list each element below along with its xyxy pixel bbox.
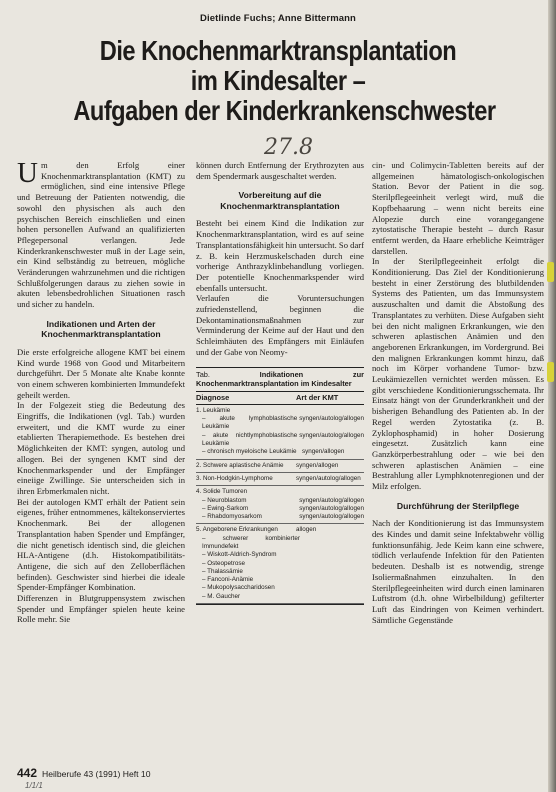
paragraph: In der Folgezeit stieg die Bedeutung des Eingriffs, die Indikationen (vgl. Tab.) wurden erweitert, und die KMT wurde zu einer etablierten Therapiemethode. Es bestehen drei Möglichkeiten der KMT: syngen, autolog und allogen. Bei der syngenen KMT sind der Knochenmarkspender und der Empfänger eineiige Zwillinge. Sie unterscheiden sich in ihren Erbmerkmalen nicht. <box>17 400 185 496</box>
paragraph: Nach der Konditionierung ist das Immunsystem des Kindes und damit seine Infektabwehr völlig funktionsunfähig. Jede Keim kann eine schwere, tödlich verlaufende Infektion für den Patienten bedeuten. Deshalb ist es notwendig, strenge Isoliermaßnahmen einzuhalten. In den Sterilpflegeeinheiten wird durch einen laminaren Luftstrom (d.h. ohne Wirbelbildung) gefilterter Luft das Eindringen von Keimen verhindert. Sämtliche Gegenstände <box>372 518 544 625</box>
table-cell-diagnose: – Osteopetrose <box>202 559 246 567</box>
column-2 <box>196 160 364 605</box>
table-cell-diagnose: 3. Non-Hodgkin-Lymphome <box>196 474 273 482</box>
table-row <box>196 551 364 559</box>
table-cell-kmt <box>302 568 364 576</box>
table-cell-kmt: syngen/autolog/allogen <box>299 415 364 423</box>
table-row <box>196 535 364 552</box>
table-cell-diagnose: – Neuroblastom <box>202 496 247 504</box>
table-cell-kmt: syngen/allogen <box>296 461 339 469</box>
table-cell-kmt <box>302 584 364 592</box>
table-title <box>196 368 364 392</box>
table-cell-kmt <box>296 488 364 496</box>
margin-scribble: 1/1/1 <box>25 781 43 790</box>
table-row <box>196 505 364 513</box>
table-header-row <box>196 392 364 405</box>
table-cell-diagnose: – akute nichtlymphoblastische Leukämie <box>202 431 298 448</box>
intro-text: m den Erfolg einer Knochenmarktransplantation (KMT) zu ermöglichen, sind eine intensive Pflege und Betreuung der Patienten notwendig, die sowohl den physischen als auch den psychischen Bereich einschließen und einen hohen personellen Aufwand an qualifizierten Pflegepersonal verlangen. Jede Kinderkrankenschwester muß in der Lage sein, ein Kind selbständig zu betreuen, mögliche Veränderungen wahrzunehmen und die richtigen Schlußfolgerungen daraus zu ziehen sowie in akuten lebensbedrohlichen Situationen rasch und sicher zu handeln. <box>17 160 185 310</box>
table-cell-kmt: allogen <box>296 526 317 534</box>
table-group <box>196 405 364 460</box>
table-cell-diagnose: – M. Gaucher <box>202 592 241 600</box>
table-group <box>196 524 364 604</box>
section-heading-indikationen: Indikationen und Arten der Knochenmarktransplantation <box>41 318 161 340</box>
table-cell-kmt <box>302 593 364 601</box>
page-footer <box>17 766 150 780</box>
table-body <box>196 405 364 604</box>
drop-cap: U <box>17 157 38 189</box>
table-cell-diagnose: 1. Leukämie <box>196 406 231 414</box>
table-label: Tab. <box>196 369 210 379</box>
article-title <box>73 35 496 126</box>
table-row <box>196 415 364 432</box>
column-1 <box>17 157 185 625</box>
table-title-text: Indikationen zur Knochenmarktransplantation im Kindesalter <box>196 369 364 388</box>
title-line-1: Die Knochenmarktransplantation <box>99 35 457 66</box>
table-cell-diagnose: 2. Schwere aplastische Anämie <box>196 461 284 469</box>
handwritten-note <box>258 130 388 164</box>
table-row <box>196 475 364 483</box>
paragraph: In der Sterilpflegeeinheit erfolgt die Konditionierung. Das Ziel der Konditionierung besteht in einer Zerstörung des blutbildenden Systems des Patienten, um das Immunsystem auszuschalten und damit die Abstoßung des Transplantates zu verhüten. Diese Aufgaben sieht bei den nicht malignen Erkrankungen, wie den schweren aplastischen Anämien und den angeborenen Erkrankungen, im Vordergrund. Bei den malignen Erkrankungen kommt hinzu, daß noch im Körper vorhandene Tumor- bzw. Leukämiezellen vernichtet werden müssen. Es gibt verschiedene Konditionierungsschemata. Ihr Einsatz hängt von der Grunderkrankheit und der bisherigen Behandlung des Patienten ab. In der Regel werden Zytostatika (z. B. Zyklophosphamid) in hoher Dosierung eingesetzt. Zusätzlich kann eine Ganzkörperbestrahlung oder – wie bei den schweren aplastischen Anämien – eine Bestrahlung aller Lymphknotenregionen und der Milz erfolgen. <box>372 256 544 492</box>
column-3 <box>372 160 544 625</box>
table-row <box>196 407 364 415</box>
paragraph: Verlaufen die Voruntersuchungen zufriedenstellend, beginnen die Dekontaminationsmaßnahmen zur Verminderung der Keime auf der Haut und den Schleimhäuten des Empfängers mit Einläufen und der Gabe von Neomy- <box>196 293 364 357</box>
table-row <box>196 568 364 576</box>
table-row <box>196 448 364 456</box>
table-group <box>196 486 364 524</box>
paragraph: Die erste erfolgreiche allogene KMT bei einem Kind wurde 1968 von Good und Mitarbeitern durchgeführt. Der 5 Monate alte Knabe konnte von einem schweren kombinierten Immundefekt geheilt werden. <box>17 346 185 400</box>
handwritten-note-text: 27.8 <box>264 135 313 160</box>
table-row <box>196 560 364 568</box>
title-line-2: im Kindesalter – <box>190 65 366 96</box>
title-line-3: Aufgaben der Kinderkrankenschwester <box>73 95 496 126</box>
table-cell-diagnose: – Mukopolysaccharidosen <box>202 584 275 592</box>
table-cell-kmt: syngen/autolog/allogen <box>296 474 361 482</box>
table-row <box>196 584 364 592</box>
table-cell-kmt: syngen/autolog/allogen <box>299 504 364 512</box>
table-cell-kmt: syngen/autolog/allogen <box>299 496 364 504</box>
table-cell-diagnose: – Thalassämie <box>202 567 243 575</box>
table-row <box>196 513 364 521</box>
page-number: 442 <box>17 766 38 780</box>
table-cell-kmt <box>302 560 364 568</box>
table-cell-kmt: syngen/allogen <box>302 448 345 456</box>
table-header-art: Art der KMT <box>296 392 339 402</box>
article-authors: Dietlinde Fuchs; Anne Bittermann <box>200 13 356 24</box>
sticky-tab-marker <box>547 362 554 382</box>
table-header-diagnose: Diagnose <box>196 392 230 402</box>
table-cell-diagnose: – Fanconi-Anämie <box>202 576 254 584</box>
table-cell-kmt: syngen/autolog/allogen <box>299 431 364 439</box>
table-row <box>196 488 364 496</box>
table-row <box>196 497 364 505</box>
table-cell-diagnose: – akute lymphoblastische Leukämie <box>202 415 298 431</box>
table-group <box>196 460 364 473</box>
table-cell-kmt <box>302 535 364 552</box>
paragraph: Bei der autologen KMT erhält der Patient sein eigenes, früher entnommenes, kältekonserviertes Knochenmark. Bei der allogenen Transplantation haben Spender und Empfänger, die nicht genetisch identisch sind, die gleichen HLA-Antigene (d.h. Histokompatibilitäts-Antigene, die sich auf den Zelloberflächen befinden). Geschwister sind hierbei die ideale Spender-Empfänger Kombination. <box>17 496 185 593</box>
table-cell-diagnose: – Ewing-Sarkom <box>202 504 249 512</box>
intro-paragraph <box>17 157 185 310</box>
section-heading-vorbereitung: Vorbereitung auf die Knochenmarktransplantation <box>220 190 340 211</box>
table-group <box>196 473 364 486</box>
paragraph: cin- und Colimycin-Tabletten bereits auf der allgemeinen hämatologisch-onkologischen Station. Bevor der Patient in die sog. Sterilpflegeeinheit verlegt wird, muß die Kopfbehaarung – wenn nicht bereits eine Alopezie durch eine vorangegangene zytostatische Therapie besteht – durch Rasur entfernt werden, da Haare erhebliche Keimträger darstellen. <box>372 160 544 256</box>
indications-table <box>196 367 364 606</box>
paragraph: Differenzen in Blutgruppensystem zwischen Spender und Empfänger spielen heute keine Rolle mehr. Sie <box>17 593 185 625</box>
table-cell-diagnose: – Wiskott-Aldrich-Syndrom <box>202 551 277 559</box>
paragraph: Besteht bei einem Kind die Indikation zur Knochenmarktransplantation, wird es auf seine Transplantationsfähigkeit hin untersucht. So darf z. B. kein Herzmuskelschaden durch eine vorherige Anthrazyklinbehandlung vorliegen. Der potentielle Knochenmarkspender wird ebenfalls untersucht. <box>196 218 364 293</box>
table-row <box>196 462 364 470</box>
table-cell-diagnose: 5. Angeborene Erkrankungen <box>196 526 278 534</box>
sticky-tab-marker <box>547 262 554 282</box>
paragraph: können durch Entfernung der Erythrozyten aus dem Spendermark ausgeschaltet werden. <box>196 160 364 181</box>
table-cell-diagnose: 4. Solide Tumoren <box>196 488 248 496</box>
table-row <box>196 576 364 584</box>
table-cell-diagnose: – schwerer kombinierter Immundefekt <box>202 534 300 550</box>
table-cell-kmt <box>302 576 364 584</box>
journal-reference: Heilberufe 43 (1991) Heft 10 <box>42 769 151 779</box>
table-cell-diagnose: – chronisch myeloische Leukämie <box>202 448 297 456</box>
section-heading-sterilpflege: Durchführung der Sterilpflege <box>396 500 520 511</box>
table-row <box>196 432 364 449</box>
table-row <box>196 526 364 534</box>
table-cell-kmt: syngen/autolog/allogen <box>299 513 364 521</box>
table-cell-kmt <box>302 551 364 559</box>
table-cell-kmt <box>296 407 364 415</box>
table-cell-diagnose: – Rhabdomyosarkom <box>202 513 262 521</box>
table-row <box>196 593 364 601</box>
page-edge-shadow <box>548 0 556 792</box>
